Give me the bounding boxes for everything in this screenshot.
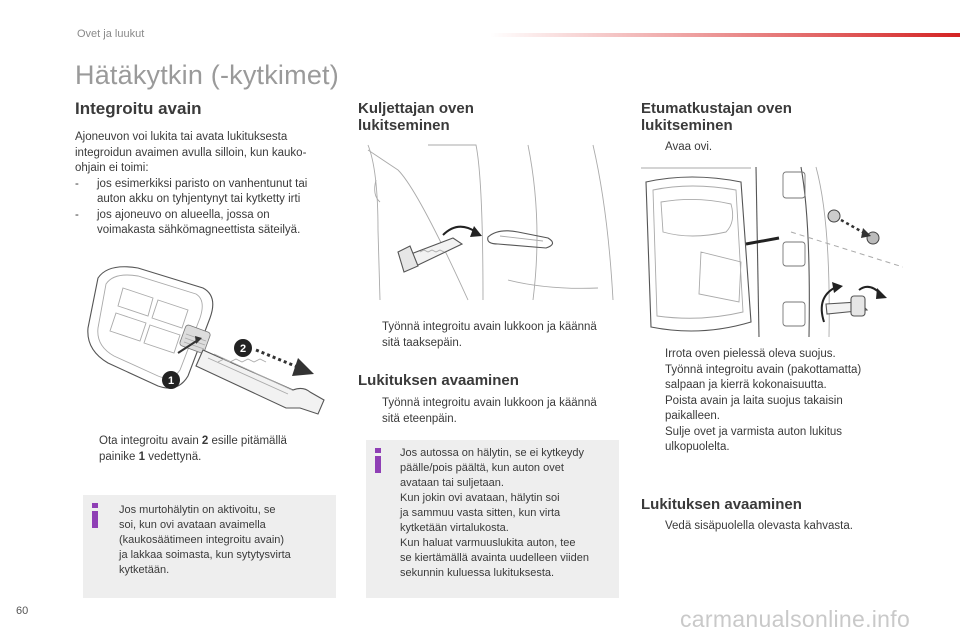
column-driver-door: [358, 100, 620, 134]
list-item: Poista avain ja laita suojus takaisin paikalleen.: [665, 394, 843, 422]
door-handle: [488, 231, 553, 248]
page-title: Hätäkytkin (-kytkimet): [75, 60, 339, 90]
info-icon: [372, 448, 384, 474]
step-passenger-unlock: Vedä sisäpuolella olevasta kahvasta.: [665, 520, 853, 532]
step-driver-lock: Työnnä integroitu avain lukkoon ja käännä sitä taaksepäin.: [382, 321, 597, 349]
heading-passenger-door-lock: Etumatkustajan oven lukitseminen: [641, 100, 792, 134]
pull-arrow: [256, 350, 314, 376]
door-hinge: [783, 172, 805, 326]
column-integrated-key: [75, 100, 337, 239]
info-box-alarm: Jos murtohälytin on aktivoitu, se soi, kun ovi avataan avaimella (kaukosäätimeen integroitu avain) ja lakkaa soimasta, kun sytytysvirta kytketään.: [83, 495, 336, 598]
key-illustration: [78, 258, 338, 423]
list-item: - jos esimerkiksi paristo on vanhentunut tai auton akku on tyhjentynyt tai kytketty irti: [75, 177, 308, 205]
section-header: Ovet ja luukut: [77, 28, 145, 40]
step-take-out-key: Ota integroitu avain 2 esille pitämällä painike 1 vedettynä.: [99, 435, 287, 463]
passenger-door-illustration: [641, 162, 903, 342]
lock-cover-cap: [828, 210, 879, 244]
steps-passenger-lock: [643, 347, 905, 456]
heading-driver-door-lock: Kuljettajan oven lukitseminen: [358, 100, 474, 134]
svg-text:1: 1: [167, 375, 175, 387]
watermark: carmanualsonline.info: [680, 606, 911, 632]
step-driver-unlock: Työnnä integroitu avain lukkoon ja käännä sitä eteenpäin.: [382, 397, 597, 425]
list-item: Irrota oven pielessä oleva suojus.: [665, 348, 836, 360]
header-accent-bar: [490, 33, 960, 37]
svg-text:2: 2: [239, 343, 247, 355]
list-item: Työnnä integroitu avain (pakottamatta) salpaan ja kierrä kokonaisuutta.: [665, 363, 862, 391]
info-icon: [89, 503, 101, 529]
info-box-alarm-deadlock: Jos autossa on hälytin, se ei kytkeydy päälle/pois päältä, kun auton ovet avataan tai suljetaan. Kun jokin ovi avataan, hälytin soi ja sammuu vasta sitten, kun virta kytketään virtalukosta. Kun haluat varmuuslukita auton, tee se kiertämällä avainta uudelleen viiden sekunnin kuluessa lukituksesta.: [366, 440, 619, 598]
heading-passenger-unlock: Lukituksen avaaminen: [641, 496, 802, 513]
page-number: 60: [16, 605, 29, 617]
heading-integrated-key: Integroitu avain: [75, 99, 202, 118]
metal-key-blade: [196, 350, 324, 414]
key-in-latch: [826, 296, 867, 316]
step-open-door: Avaa ovi.: [665, 141, 713, 153]
list-item: - jos ajoneuvo on alueella, jossa on voimakasta sähkömagneettista säteilyä.: [75, 208, 301, 236]
driver-door-illustration: [358, 140, 620, 305]
column-passenger-door: [641, 100, 903, 134]
remote-key-body: [88, 267, 213, 388]
intro-paragraph: Ajoneuvon voi lukita tai avata lukituksesta integroidun avaimen avulla silloin, kun kauko- ohjain ei toimi:: [75, 131, 307, 174]
heading-driver-unlock: Lukituksen avaaminen: [358, 372, 519, 389]
list-item: Sulje ovet ja varmista auton lukitus ulkopuolelta.: [665, 425, 843, 453]
